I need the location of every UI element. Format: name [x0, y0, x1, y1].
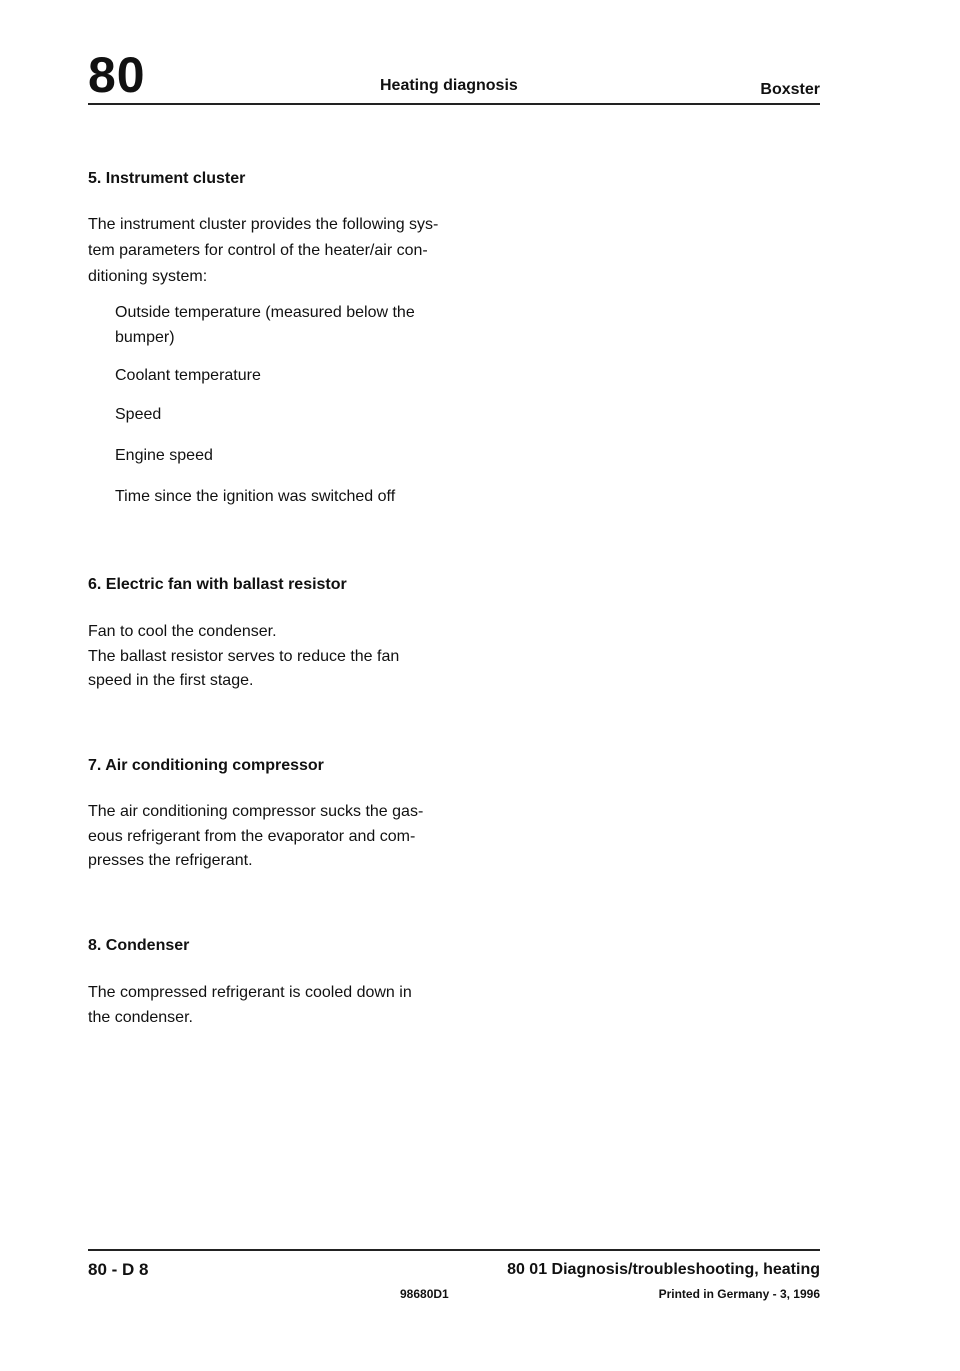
page-header	[88, 47, 820, 106]
page-number: 80 - D 8	[88, 1260, 149, 1279]
list-item: bumper)	[115, 329, 175, 346]
list-item: Coolant temperature	[115, 367, 261, 384]
paragraph-line: Fan to cool the condenser.	[88, 623, 277, 640]
paragraph-line: tem parameters for control of the heater/air con-	[88, 242, 428, 259]
paragraph-line: the condenser.	[88, 1009, 193, 1026]
list-item: Engine speed	[115, 447, 213, 464]
chapter-number: 80	[88, 47, 146, 103]
document-code: 98680D1	[400, 1287, 449, 1301]
printed-info: Printed in Germany - 3, 1996	[658, 1287, 820, 1301]
header-title: Heating diagnosis	[380, 77, 518, 94]
page-footer	[88, 1249, 820, 1309]
header-model: Boxster	[760, 81, 820, 98]
paragraph-line: The instrument cluster provides the following sys-	[88, 216, 439, 233]
paragraph-line: The compressed refrigerant is cooled down in	[88, 984, 412, 1001]
paragraph-line: presses the refrigerant.	[88, 852, 253, 869]
list-item: Speed	[115, 406, 162, 423]
section-heading: 8. Condenser	[88, 937, 190, 954]
footer-section-title: 80 01 Diagnosis/troubleshooting, heating	[507, 1261, 820, 1278]
section-heading: 7. Air conditioning compressor	[88, 757, 324, 774]
paragraph-line: ditioning system:	[88, 268, 208, 285]
section-heading: 6. Electric fan with ballast resistor	[88, 576, 347, 593]
paragraph-line: eous refrigerant from the evaporator and com-	[88, 828, 416, 845]
footer-rule	[88, 1249, 820, 1251]
list-item: Outside temperature (measured below the	[115, 304, 415, 321]
header-rule	[88, 103, 820, 105]
paragraph-line: The ballast resistor serves to reduce the fan	[88, 648, 400, 665]
list-item: Time since the ignition was switched off	[115, 488, 396, 505]
paragraph-line: speed in the first stage.	[88, 672, 254, 689]
paragraph-line: The air conditioning compressor sucks the gas-	[88, 803, 424, 820]
section-heading: 5. Instrument cluster	[88, 170, 246, 187]
